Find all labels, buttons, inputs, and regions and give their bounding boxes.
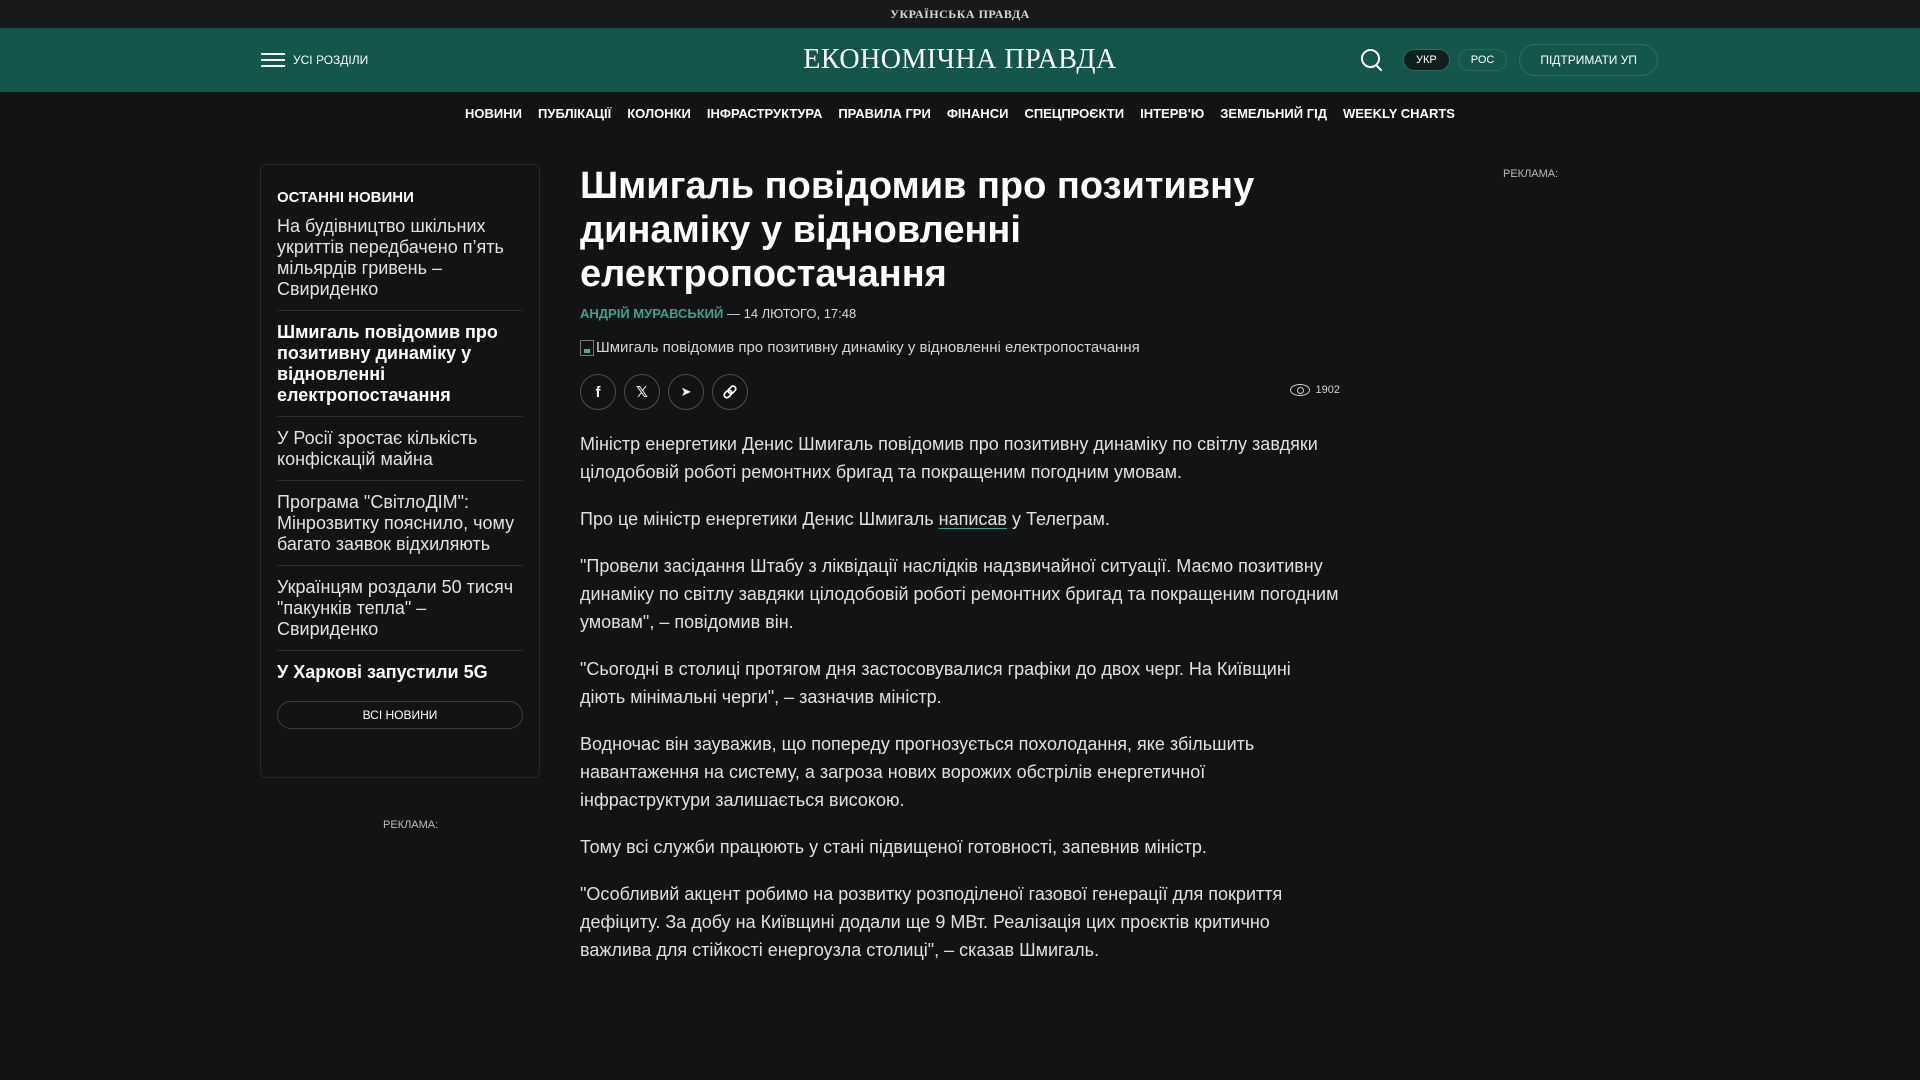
share-bar <box>580 374 1340 410</box>
paragraph: Водночас він зауважив, що попереду прогнозується похолодання, яке збільшить навантаження на систему, а загроза нових ворожих обстрілів енергетичної інфраструктури залишається високою. <box>580 734 1255 810</box>
telegram-source-link[interactable]: написав <box>938 509 1007 529</box>
list-item[interactable]: Шмигаль повідомив про позитивну динаміку у відновленні електропостачання <box>277 322 523 417</box>
facebook-icon: f <box>595 383 601 401</box>
nav-item-columns[interactable]: КОЛОНКИ <box>627 105 691 121</box>
article-image <box>580 339 1340 356</box>
paragraph: "Провели засідання Штабу з ліквідації наслідків надзвичайної ситуації. Маємо позитивну динаміку по світлу завдяки цілодобовій роботі ремонтних бригад та покращеним погодним умовам", – повідомив він. <box>580 556 1339 632</box>
paragraph <box>580 505 1340 533</box>
article-image-alt: Шмигаль повідомив про позитивну динаміку у відновленні електропостачання <box>596 339 1140 356</box>
paragraph: Міністр енергетики Денис Шмигаль повідомив про позитивну динаміку по світлу завдяки цілодобовій роботі ремонтних бригад та покращеним погодним умовам. <box>580 434 1318 482</box>
x-share-button[interactable] <box>624 374 660 410</box>
paragraph: "Сьогодні в столиці протягом дня застосовувалися графіки до двох черг. На Київщині діють мінімальні черги", – зазначив міністр. <box>580 659 1291 707</box>
views-counter <box>1290 384 1340 396</box>
latest-news-title: ОСТАННІ НОВИНИ <box>277 189 414 206</box>
list-item[interactable]: У Харкові запустили 5G <box>277 662 488 682</box>
nav-item-interview[interactable]: ІНТЕРВ'Ю <box>1140 105 1205 121</box>
list-item[interactable]: На будівництво шкільних укриттів передбачено п’ять мільярдів гривень – Свириденко <box>277 216 523 311</box>
eye-icon <box>1290 384 1310 396</box>
site-header <box>0 28 1920 92</box>
copy-link-button[interactable] <box>712 374 748 410</box>
latest-news-sidebar <box>260 164 540 778</box>
header-actions <box>1359 44 1658 76</box>
lang-rus-button[interactable]: РОС <box>1458 49 1508 71</box>
nav-item-specprojects[interactable]: СПЕЦПРОЄКТИ <box>1024 105 1125 121</box>
top-brand-title[interactable]: УКРАЇНСЬКА ПРАВДА <box>890 6 1030 21</box>
list-item[interactable]: Програма "СвітлоДІМ": Мінрозвитку пояснило, чому багато заявок відхиляють <box>277 492 523 566</box>
list-item[interactable]: Українцям роздали 50 тисяч "пакунків тепла" – Свириденко <box>277 577 523 651</box>
lang-ukr-button[interactable]: УКР <box>1403 49 1450 71</box>
x-icon: 𝕏 <box>635 384 649 401</box>
article-meta <box>580 306 1340 321</box>
article <box>580 164 1340 983</box>
article-body <box>580 430 1340 964</box>
search-icon[interactable] <box>1359 47 1385 73</box>
telegram-icon: ➤ <box>680 384 692 399</box>
nav-item-land-guide[interactable]: ЗЕМЕЛЬНИЙ ГІД <box>1220 105 1327 121</box>
list-item[interactable]: У Росії зростає кількість конфіскацій майна <box>277 428 523 481</box>
nav-item-publications[interactable]: ПУБЛІКАЦІЇ <box>538 105 612 121</box>
nav-item-news[interactable]: НОВИНИ <box>465 105 523 121</box>
site-logo[interactable]: ЕКОНОМІЧНА ПРАВДА <box>803 44 1117 75</box>
nav-item-infrastructure[interactable]: ІНФРАСТРУКТУРА <box>706 105 823 121</box>
telegram-share-button[interactable] <box>668 374 704 410</box>
paragraph-text: у Телеграм. <box>1006 509 1110 529</box>
menu-label: УСІ РОЗДІЛИ <box>293 53 369 67</box>
broken-image-icon <box>580 340 594 356</box>
support-button[interactable]: ПІДТРИМАТИ УП <box>1519 44 1658 76</box>
paragraph: Тому всі служби працюють у стані підвищеної готовності, запевнив міністр. <box>580 837 1207 857</box>
link-icon: 🔗 <box>722 385 738 399</box>
nav-item-weekly-charts[interactable]: WEEKLY CHARTS <box>1342 105 1455 121</box>
top-brand-bar <box>0 0 1920 28</box>
all-news-button[interactable]: ВСІ НОВИНИ <box>277 701 523 729</box>
nav-item-finance[interactable]: ФІНАНСИ <box>946 105 1009 121</box>
nav-item-rules[interactable]: ПРАВИЛА ГРИ <box>838 105 931 121</box>
ad-label-right: РЕКЛАМА: <box>1503 168 1559 180</box>
facebook-share-button[interactable] <box>580 374 616 410</box>
paragraph-text: Про це міністр енергетики Денис Шмигаль <box>580 509 939 529</box>
article-date: — 14 ЛЮТОГО, 17:48 <box>723 306 857 321</box>
article-title: Шмигаль повідомив про позитивну динаміку у відновленні електропостачання <box>580 165 1255 295</box>
views-count: 1902 <box>1315 384 1340 396</box>
paragraph: "Особливий акцент робимо на розвитку розподіленої газової генерації для покриття дефіциту. За добу на Київщині додали ще 9 МВт. Реалізація цих проєктів критично важлива для стійкості енергоузла столиці", – сказав Шмигаль. <box>580 884 1283 960</box>
author-link[interactable]: АНДРІЙ МУРАВСЬКИЙ <box>580 306 724 321</box>
main-nav <box>0 92 1920 134</box>
ad-label-left: РЕКЛАМА: <box>383 819 439 831</box>
